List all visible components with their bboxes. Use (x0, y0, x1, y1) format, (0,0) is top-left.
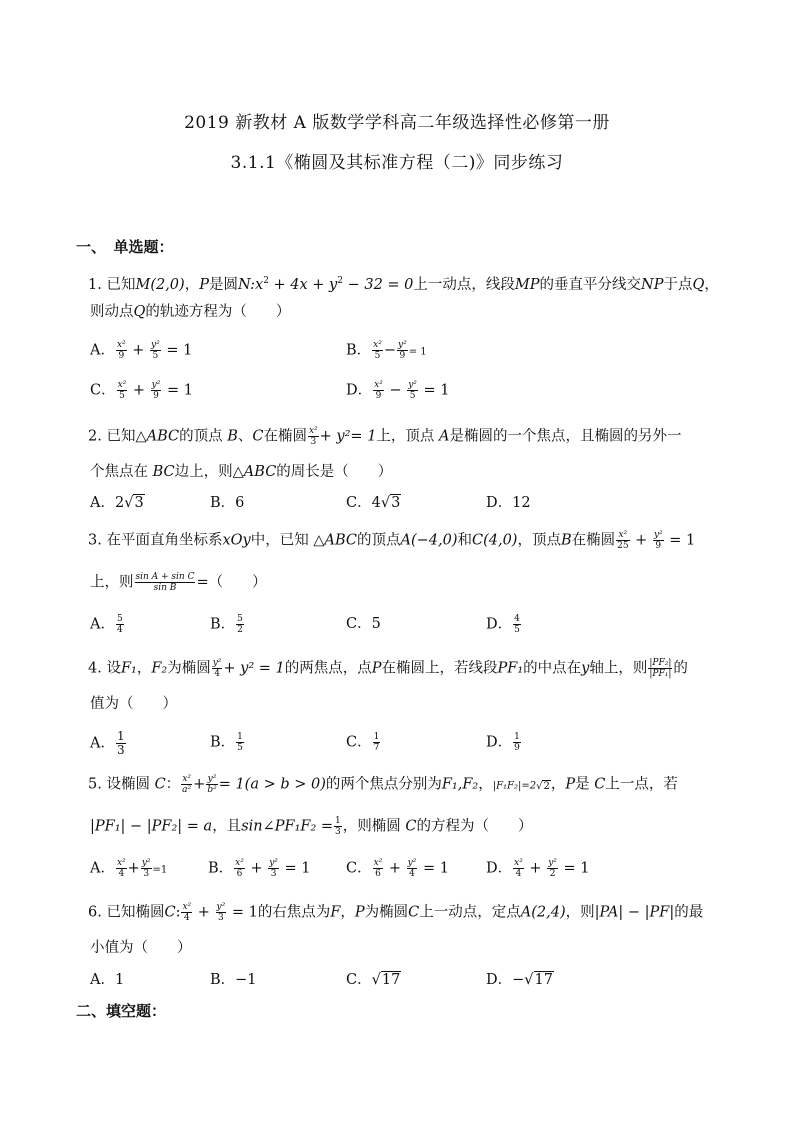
option-letter: D． (486, 616, 513, 633)
sqrt: √3 (124, 495, 144, 511)
fraction (135, 572, 196, 593)
text: 的周长是（ ） (276, 464, 393, 480)
text: 的方程为（ ） (416, 818, 533, 835)
numerator: y² (207, 774, 217, 784)
question-number: 2. (88, 428, 107, 445)
text: 的 (673, 660, 688, 677)
numerator: 1 (514, 732, 520, 742)
text: 在平面直角坐标系 (106, 532, 223, 549)
equals: = 1 (408, 346, 427, 358)
option-label: A．2 (90, 495, 125, 511)
fraction (513, 858, 524, 879)
equals: = 1 (563, 860, 590, 877)
radicand: 3 (391, 495, 401, 511)
question-2-line-1 (88, 426, 682, 447)
fraction (373, 380, 384, 401)
denominator: 6 (236, 869, 243, 879)
numerator: x² (116, 340, 126, 350)
math: B (560, 532, 572, 549)
math: M (135, 276, 151, 293)
question-1-line-1: 1. 已知M(2,0)，P是圆$N:x^2 + 4x + y^2 - 32 = 0$上一动点，线段MP的垂直平分线交NP于点Q， (88, 276, 719, 293)
q4-option-a[interactable] (90, 730, 127, 757)
text: 已知 (106, 276, 136, 293)
math: PF₁ (497, 660, 524, 677)
q2-option-b[interactable] (210, 493, 244, 513)
text: ， (550, 776, 566, 793)
math: P (354, 904, 365, 921)
fraction (116, 340, 127, 361)
q2-option-c[interactable] (346, 493, 401, 513)
q6-option-c[interactable] (346, 970, 401, 990)
math: A (439, 428, 450, 445)
operator: − (389, 382, 402, 399)
math: + 4x + y (268, 276, 338, 293)
fraction (407, 858, 418, 879)
math: F (330, 904, 341, 921)
denominator: 5 (152, 351, 159, 361)
text: 中，已知 △ (250, 532, 325, 549)
text: 的顶点 (179, 428, 228, 445)
numerator: y² (653, 530, 663, 540)
fraction (513, 732, 521, 753)
question-5-line-1 (88, 774, 678, 797)
text: 、 (237, 428, 253, 445)
math: BC (152, 464, 175, 480)
section-heading-single-choice: 一、 单选题： (76, 238, 174, 256)
text: 的两个焦点分别为 (325, 776, 442, 793)
text: : (175, 904, 181, 921)
math: ABC (324, 532, 357, 549)
equals: = 1 (284, 860, 311, 877)
math: Q (133, 304, 146, 320)
denominator: 6 (375, 869, 381, 879)
math: MP (514, 276, 540, 293)
fraction (234, 858, 245, 879)
numerator: 1 (237, 732, 243, 742)
sqrt: √3 (380, 495, 401, 511)
radicand: 17 (381, 972, 401, 988)
text: 于点 (663, 276, 693, 293)
math: C (154, 776, 166, 793)
numerator: x² (373, 340, 382, 350)
math: + y²= 1 (319, 428, 377, 445)
math: = 1(a > b > 0) (218, 776, 326, 793)
q5-option-b[interactable]: B． $\frac{\text{x²}}{6}$ + $\frac{\text{y²}}{3}$ = 1 (208, 858, 311, 879)
text: ， (478, 776, 493, 793)
option-letter: A． (90, 342, 115, 359)
math: N:x (237, 276, 264, 293)
fraction (653, 530, 664, 551)
denominator: 4 (116, 625, 123, 635)
option-letter: B． (346, 342, 372, 359)
math: C (594, 776, 606, 793)
option-letter: B． (210, 734, 236, 751)
fraction (334, 816, 342, 837)
q2-option-d[interactable] (486, 493, 531, 513)
denominator: 4 (214, 669, 220, 679)
text: ，则 (565, 904, 595, 921)
denominator: 2 (237, 625, 243, 635)
math: + y² = 1 (223, 660, 285, 677)
text: 为椭圆 (167, 660, 211, 677)
radicand: 3 (134, 495, 144, 511)
text: 的中点在 (523, 660, 582, 677)
fraction (547, 858, 558, 879)
text: 上一动点，定点 (419, 904, 521, 921)
operator: + (193, 776, 206, 793)
text: ，且 (212, 818, 242, 835)
option-label: C． (346, 972, 372, 988)
text: 上，顶点 (376, 428, 440, 445)
option-letter: C． (346, 734, 372, 751)
denominator: 9 (514, 743, 520, 753)
denominator: 3 (335, 827, 341, 837)
numerator: y² (151, 340, 160, 350)
numerator: y² (141, 858, 151, 868)
numerator: 1 (373, 732, 380, 742)
math: xOy (222, 532, 251, 549)
question-6-line-2: 小值为（ ） (90, 940, 192, 956)
math: ABC (243, 464, 277, 480)
sqrt: √2 (536, 780, 550, 792)
denominator: 5 (374, 351, 381, 361)
sqrt: √17 (524, 972, 553, 988)
option-letter: D． (346, 382, 373, 399)
text: 和 (457, 532, 472, 549)
math: y (581, 660, 590, 677)
denominator: 3 (116, 743, 125, 757)
text: 个焦点在 (90, 464, 153, 480)
text: ， (184, 276, 200, 293)
question-number: 4. (88, 660, 107, 677)
text: 已知△ (106, 428, 147, 445)
numerator: y² (408, 380, 417, 390)
numerator: x² (374, 380, 383, 390)
numerator: 5 (237, 614, 243, 624)
q3-option-b[interactable] (210, 614, 245, 635)
numerator: 1 (116, 729, 125, 743)
radicand: 2 (543, 780, 550, 792)
denominator: 4 (118, 869, 125, 879)
math: F₁,F₂ (441, 776, 479, 793)
denominator: 9 (118, 351, 125, 361)
text: 的顶点 (356, 532, 401, 549)
numerator: y² (212, 658, 222, 668)
math: sin∠PF₁F₂ = (241, 818, 334, 835)
equals: = 1 (669, 532, 696, 549)
denominator: 9 (375, 391, 382, 401)
fraction (150, 340, 161, 361)
denominator: 5 (514, 625, 520, 635)
fraction (236, 614, 244, 635)
fraction (513, 614, 521, 635)
fraction (373, 732, 381, 753)
text: ， (340, 904, 355, 921)
title-line-1: 2019 新教材 A 版数学学科高二年级选择性必修第一册 (184, 113, 610, 133)
question-4-line-2: 值为（ ） (90, 696, 177, 712)
option-letter: A． (90, 616, 115, 633)
numerator: x² (616, 530, 629, 541)
fraction (151, 380, 162, 401)
numerator: x² (308, 426, 318, 436)
q5-option-a[interactable]: A． $\frac{\text{x²}}{4}$ + $\frac{\text{y²}}{3}$ =1 (90, 858, 168, 879)
equals: = 1 (423, 382, 450, 399)
numerator: y² (216, 902, 226, 912)
numerator: x² (373, 858, 383, 868)
denominator: 9 (399, 351, 406, 361)
math: B (227, 428, 238, 445)
fraction (181, 902, 192, 923)
denominator: 4 (183, 913, 190, 923)
text: 为椭圆 (364, 904, 409, 921)
denominator: 9 (655, 541, 662, 551)
numerator: 1 (335, 816, 341, 826)
operator: + (132, 342, 145, 359)
q4-option-b[interactable] (210, 732, 245, 753)
fraction (236, 732, 244, 753)
q4-option-c[interactable] (346, 732, 381, 753)
math: A(2,4) (520, 904, 566, 921)
option-letter: D． (486, 734, 513, 751)
operator: + (635, 532, 648, 549)
fraction (181, 774, 192, 795)
text: 的两焦点，点 (284, 660, 372, 677)
text: 设椭圆 (106, 776, 155, 793)
text: 的垂直平分线交 (539, 276, 642, 293)
math: A(−4,0) (400, 532, 458, 549)
question-number: 3. (88, 532, 107, 549)
fraction (116, 730, 126, 757)
text: 轴上，则 (589, 660, 648, 677)
math: P (371, 660, 382, 677)
numerator: y² (548, 858, 557, 868)
numerator: sin A + sin C (135, 572, 195, 582)
question-3-line-1 (88, 530, 695, 551)
question-3-line-2 (90, 572, 267, 593)
numerator: y² (407, 858, 417, 868)
numerator: x² (116, 858, 126, 868)
text: 边上，则△ (174, 464, 244, 480)
denominator: 3 (270, 869, 277, 879)
option-label: B．6 (210, 495, 245, 511)
question-number: 5. (88, 776, 107, 793)
math: |PA| − |PF| (594, 904, 675, 921)
numerator: y² (398, 340, 407, 350)
numerator: x² (235, 858, 244, 868)
math: C(4,0) (471, 532, 518, 549)
option-letter: D． (486, 860, 513, 877)
denominator: 3 (310, 437, 317, 447)
q1-option-b[interactable] (346, 340, 427, 363)
radicand: 17 (534, 972, 553, 988)
equals: = 1 (231, 904, 258, 921)
option-label: D．12 (486, 495, 531, 511)
text: ，顶点 (517, 532, 561, 549)
math: P (199, 276, 209, 293)
question-4-line-1 (88, 658, 688, 679)
numerator: x² (182, 774, 191, 784)
option-letter: C． (90, 382, 116, 399)
math: |F₁F₂|=2 (492, 780, 537, 792)
fraction (141, 858, 152, 879)
question-number: 6. (88, 904, 107, 921)
q6-option-b[interactable] (210, 970, 257, 990)
denominator: 4 (409, 869, 415, 879)
fraction (372, 340, 383, 361)
question-1-line-2 (90, 302, 290, 322)
text: ： (165, 776, 181, 793)
math: |PF₁| − |PF₂| = a (90, 818, 213, 835)
equals: =1 (152, 864, 168, 876)
text: 设 (106, 660, 121, 677)
math: (2,0) (150, 276, 185, 293)
fraction (212, 658, 223, 679)
numerator: x² (514, 858, 523, 868)
numerator: x² (117, 380, 127, 390)
denominator: 7 (373, 743, 380, 753)
fraction (616, 530, 629, 551)
question-6-line-1 (88, 902, 703, 923)
denominator: sin B (153, 583, 177, 593)
option-label: D．− (486, 972, 525, 988)
option-label: C．4 (346, 495, 381, 511)
fraction (117, 380, 128, 401)
text: 在椭圆 (263, 428, 307, 445)
numerator: |PF₂| (649, 658, 672, 668)
math: Q (692, 276, 705, 293)
text: ，则椭圆 (342, 818, 406, 835)
text: 在椭圆上，若线段 (381, 660, 498, 677)
q6-option-d[interactable] (486, 970, 554, 990)
math: − 32 = 0 (343, 276, 414, 293)
fraction (308, 426, 319, 447)
math: C (408, 904, 420, 921)
numerator: y² (269, 858, 278, 868)
text: 上，则 (90, 574, 134, 591)
option-letter: A． (90, 860, 115, 877)
denominator: 3 (218, 913, 224, 923)
equals: = 1 (166, 382, 193, 399)
q2-option-a[interactable] (90, 493, 145, 513)
text: 是 (575, 776, 595, 793)
text: ， (704, 276, 719, 293)
option-letter: A． (90, 735, 115, 752)
q1-option-d[interactable] (346, 380, 450, 401)
option-letter: B． (210, 616, 236, 633)
denominator: a² (182, 785, 192, 795)
operator: + (132, 382, 146, 399)
numerator: 5 (116, 614, 123, 624)
text: ， (136, 660, 152, 677)
text: 上一动点，线段 (413, 276, 515, 293)
q1-option-a[interactable] (90, 340, 192, 361)
fraction (397, 340, 408, 361)
equals: = 1 (422, 860, 449, 877)
fraction (268, 858, 279, 879)
text: 的右焦点为 (257, 904, 331, 921)
math: P (565, 776, 576, 793)
denominator: 5 (119, 391, 125, 401)
fraction (206, 774, 217, 795)
option-letter: C． (346, 860, 372, 877)
denominator: 5 (237, 743, 243, 753)
denominator: |PF₁| (649, 669, 672, 679)
fraction (648, 658, 672, 679)
question-2-line-2 (90, 462, 392, 482)
title-line-2: 3.1.1《椭圆及其标准方程（二)》同步练习 (230, 153, 564, 173)
q3-option-d[interactable] (486, 614, 522, 635)
denominator: 2 (549, 869, 556, 879)
text: =（ ） (196, 574, 267, 591)
operator: − (383, 342, 396, 359)
section-heading-fill-in: 二、填空题： (76, 1002, 167, 1020)
text: 则动点 (90, 304, 134, 320)
q1-option-c[interactable] (90, 380, 193, 401)
denominator: b² (207, 785, 217, 795)
math: NP (641, 276, 664, 293)
q3-option-a[interactable] (90, 614, 125, 635)
operator: + (197, 904, 210, 921)
text: 是椭圆的一个焦点，且椭圆的另外一 (449, 428, 682, 445)
sqrt: √17 (371, 972, 401, 988)
q3-option-c[interactable] (346, 614, 381, 634)
math: C (252, 428, 264, 445)
numerator: 4 (514, 614, 520, 624)
equals: = 1 (166, 342, 193, 359)
fraction (373, 858, 384, 879)
fraction (216, 902, 227, 923)
math: C (405, 818, 417, 835)
math: ABC (146, 428, 180, 445)
option-label: B．−1 (210, 972, 257, 988)
option-label: A．1 (90, 972, 125, 988)
denominator: 25 (617, 541, 629, 551)
numerator: y² (151, 380, 161, 390)
text: 在椭圆 (571, 532, 616, 549)
text: 是圆 (208, 276, 238, 293)
numerator: x² (182, 902, 192, 912)
text: 已知椭圆 (106, 904, 165, 921)
q6-option-a[interactable] (90, 970, 124, 990)
option-label: C．5 (346, 616, 381, 632)
q4-option-d[interactable] (486, 732, 522, 753)
denominator: 3 (143, 869, 150, 879)
fraction (116, 858, 127, 879)
denominator: 5 (409, 391, 416, 401)
fraction (407, 380, 418, 401)
denominator: 4 (515, 869, 522, 879)
fraction (116, 614, 124, 635)
q5-option-c[interactable]: C． $\frac{\text{x²}}{6}$ + $\frac{\text{y²}}{4}$ = 1 (346, 858, 449, 879)
question-number: 1. (88, 276, 107, 293)
question-5-line-2 (90, 816, 532, 837)
denominator: 9 (153, 391, 159, 401)
q5-option-d[interactable]: D． $\frac{\text{x²}}{4}$ + $\frac{\text{y²}}{2}$ = 1 (486, 858, 590, 879)
math: F₂ (151, 660, 168, 677)
text: 上一点，若 (605, 776, 678, 793)
math: F₁ (120, 660, 137, 677)
math: C (164, 904, 176, 921)
option-letter: B． (208, 860, 234, 877)
text: 的轨迹方程为（ ） (145, 304, 291, 320)
text: 的最 (674, 904, 704, 921)
